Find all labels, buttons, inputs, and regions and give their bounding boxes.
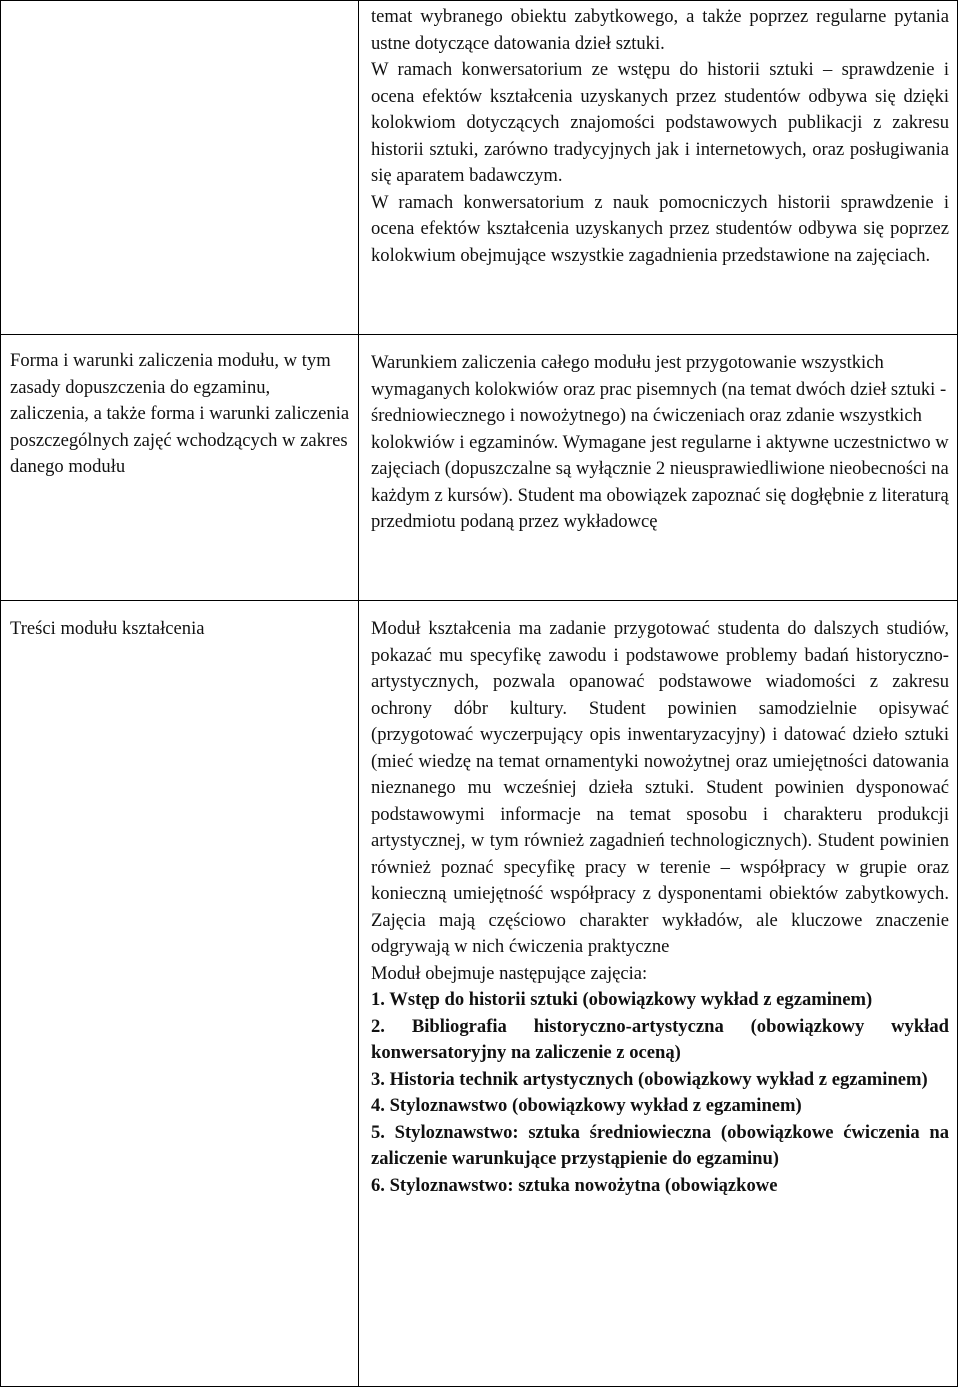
list-item: 3. Historia technik artystycznych (obowiązkowy wykład z egzaminem) [371,1068,928,1090]
column-divider [358,0,359,1386]
assessment-paragraph: W ramach konwersatorium z nauk pomocniczych historii sprawdzenie i ocena efektów kształcenia uzyskanych przez studentów odbywa się poprzez kolokwium obejmujące wszystkie zagadnienia przedstawione na zajęciach. [371,191,949,266]
list-item: 5. Styloznawstwo: sztuka średniowieczna (obowiązkowe ćwiczenia na zaliczenie warunkujące przystąpienie do egzaminu) [371,1121,949,1169]
module-content-text: Moduł kształcenia ma zadanie przygotować studenta do dalszych studiów, pokazać mu specyfikę zawodu i podstawowe problemy badań historyczno-artystycznych, pozwala opanować podstawowe wiadomości z zakresu ochrony dóbr kultury. Student powinien samodzielnie opisywać (przygotować wyczerpujący opis inwentaryzacyjny) i datować dzieło sztuki (mieć wiedzę na temat ornamentyki nowożytnej oraz umiejętności datowania nieznanego mu wcześniej dzieła sztuki. Student powinien dysponować podstawowymi informacje na temat sposobu i charakteru produkcji artystycznej, w tym również zagadnień technologicznych). Student powinien również poznać specyfikę pracy w terenie – współpracy w grupie oraz konieczną umiejętność współpracy z dysponentami obiektów zabytkowych. Zajęcia mają częściowo charakter wykładów, ale kluczowe znaczenie odgrywają w nich ćwiczenia praktyczne [371,618,949,957]
completion-conditions-content: Warunkiem zaliczenia całego modułu jest przygotowanie wszystkich wymaganych kolokwiów oraz prac pisemnych (na temat dwóch dzieł sztuki - średniowiecznego i nowożytnego) na ćwiczeniach oraz zdanie wszystkich kolokwiów i egzaminów. Wymagane jest regularne i aktywne uczestnictwo w zajęciach (dopuszczalne są wyłącznie 2 nieusprawiedliwione nieobecności na każdym z kursów). Student ma obowiązek zapoznać się dogłębnie z literaturą przedmiotu podaną przez wykładowcę [371,352,949,532]
module-content-description [371,616,949,1199]
assessment-paragraph: W ramach konwersatorium ze wstępu do historii sztuki – sprawdzenie i ocena efektów kształcenia uzyskanych przez studentów odbywa się dzięki kolokwiom dotyczących znajomości podstawowych publikacji z zakresu historii sztuki, zarówno tradycyjnych jak i internetowych, oraz posługiwania się aparatem badawczym. [371,59,949,186]
module-content-label: Treści modułu kształcenia [10,618,205,639]
row-divider-2 [0,600,957,601]
row-divider-1 [0,334,957,335]
assessment-description-cell [371,4,949,269]
completion-conditions-label: Forma i warunki zaliczenia modułu, w tym zasady dopuszczenia do egzaminu, zaliczenia, a także forma i warunki zaliczenia poszczególnych zajęć wchodzących w zakres danego modułu [10,350,350,477]
module-list-intro: Moduł obejmuje następujące zajęcia: [371,962,648,984]
list-item: 2. Bibliografia historyczno-artystyczna (obowiązkowy wykład konwersatoryjny na zaliczenie z oceną) [371,1015,949,1063]
list-item: 4. Styloznawstwo (obowiązkowy wykład z egzaminem) [371,1095,802,1116]
assessment-paragraph: temat wybranego obiektu zabytkowego, a także poprzez regularne pytania ustne dotyczące datowania dzieł sztuki. [371,6,949,54]
list-item: 1. Wstęp do historii sztuki (obowiązkowy wykład z egzaminem) [371,989,873,1010]
list-item: 6. Styloznawstwo: sztuka nowożytna (obowiązkowe [371,1174,778,1196]
module-course-list [371,987,949,1199]
